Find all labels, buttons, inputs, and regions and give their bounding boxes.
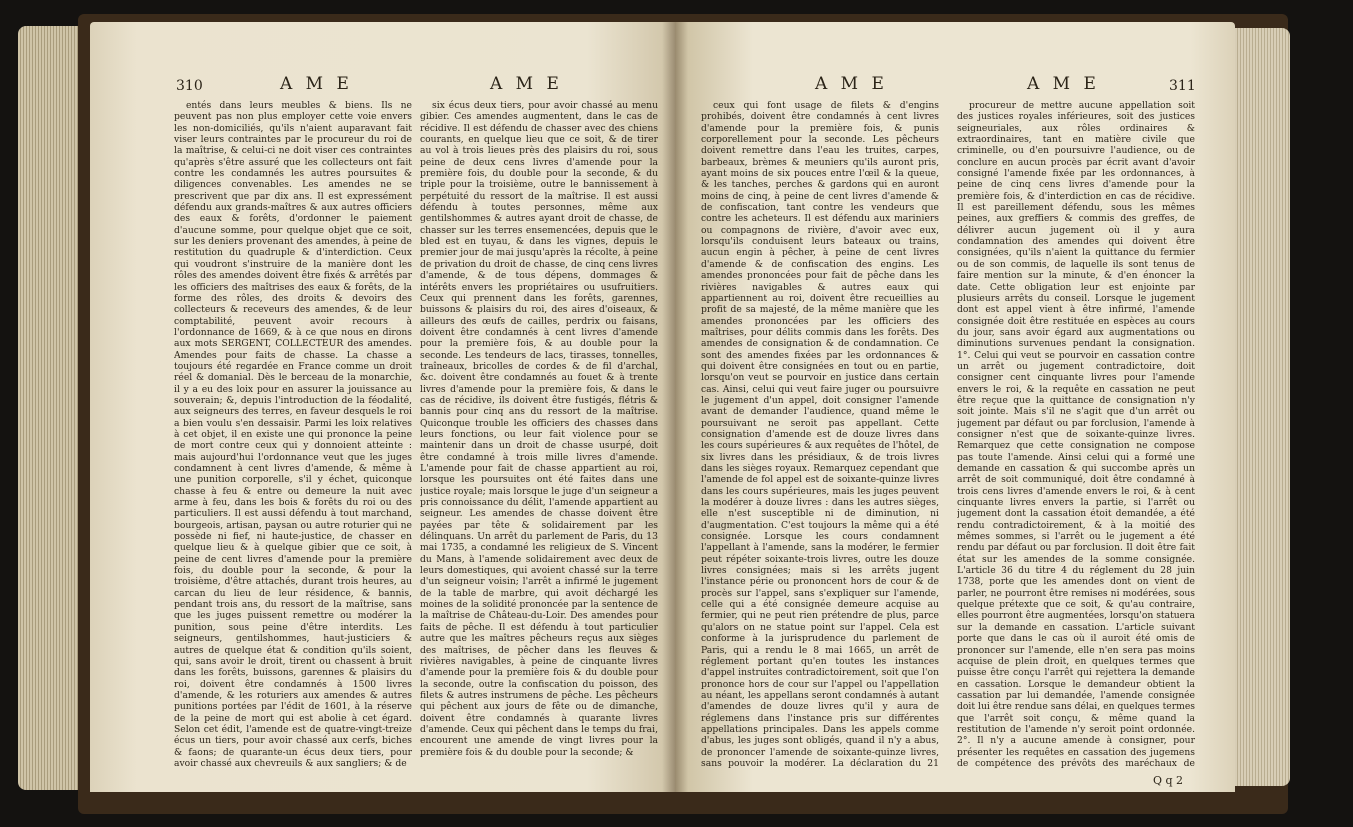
book-edge-right — [1235, 28, 1290, 786]
right-column-1 — [701, 100, 939, 768]
right-header-right: A M E — [1027, 74, 1100, 94]
right-header-left: A M E — [815, 74, 888, 94]
right-column-2 — [957, 100, 1195, 768]
left-page — [90, 22, 675, 792]
left-column-1-text: entés dans leurs meubles & biens. Ils ne peuvent pas non plus employer cette voie envers les non-domiciliés, qu'ils n'aient auparavant fait viser leurs contraintes par le procureur du roi de la maîtrise, & celui-ci ne doit viser ces contraintes qu'après s'être assuré que les collecteurs ont fait contre les condamnés les autres poursuites & diligences convenables. Les amendes ne se prescrivent que par dix ans. Il est expressément défendu aux grands-maîtres & aux autres officiers des eaux & forêts, d'ordonner le paiement d'aucune somme, pour quelque objet que ce soit, sur les deniers provenant des amendes, à peine de restitution du quadruple & d'interdiction. Ceux qui voudront s'instruire de la manière dont les rôles des amendes doivent être fixés & arrêtés par les officiers des maîtrises des eaux & forêts, de la forme des rôles, des droits & devoirs des collecteurs & receveurs des amendes, & de leur comptabilité, peuvent avoir recours à l'ordonnance de 1669, & à ce que nous en dirons aux mots SERGENT, COLLECTEUR des amendes. Amendes pour faits de chasse. La chasse a toujours été regardée en France comme un droit réel & domanial. Dès le berceau de la monarchie, il y a eu des loix pour en assurer la jouissance au souverain; &, depuis l'introduction de la féodalité, aux seigneurs des terres, en faveur desquels le roi a bien voulu s'en dessaisir. Parmi les loix relatives à cet objet, il en existe une qui prononce la peine de mort contre ceux qui y donnoient atteinte : mais aujourd'hui l'ordonnance veut que les juges condamnent à cent livres d'amende, & même à une punition corporelle, s'il y échet, quiconque chasse à feu & entre ou demeure la nuit avec arme à feu, dans les bois & forêts du roi ou des particuliers. Il est aussi défendu à tout marchand, bourgeois, artisan, paysan ou autre roturier qui ne possède ni fief, ni haute-justice, de chasser en quelque lieu & à quelque gibier que ce soit, à peine de cent livres d'amende pour la première fois, du double pour la seconde, & pour la troisième, d'être attachés, durant trois heures, au carcan du lieu de leur résidence, & bannis, pendant trois ans, du ressort de la maîtrise, sans que les juges puissent remettre ou modérer la punition, sous peine d'être interdits. Les seigneurs, gentilshommes, haut-justiciers & autres de quelque état & condition qu'ils soient, qui, sans avoir le droit, tirent ou chassent à bruit dans les forêts, buissons, garennes & plaisirs du roi, doivent être condamnés à 1500 livres d'amende, & les roturiers aux amendes & autres punitions portées par l'édit de 1601, à la réserve de la peine de mort qui est abolie à cet égard. Selon cet édit, l'amende est de quatre-vingt-treize écus un tiers, pour avoir chassé aux cerfs, biches & faons; de quarante-un écus deux tiers, pour avoir chassé aux chevreuils & aux sangliers; & de — [174, 100, 412, 768]
left-header-left: A M E — [280, 74, 353, 94]
left-column-2-text: six écus deux tiers, pour avoir chassé au menu gibier. Ces amendes augmentent, dans le cas de récidive. Il est défendu de chasser avec des chiens courants, en quelque lieu que ce soit, & de tirer au vol à trois lieues près des plaisirs du roi, sous peine de deux cens livres d'amende pour la première fois, du double pour la seconde, & du triple pour la troisième, outre le bannissement à perpétuité du ressort de la maîtrise. Il est aussi défendu à toutes personnes, même aux gentilshommes & autres ayant droit de chasse, de chasser sur les terres ensemencées, depuis que le bled est en tuyau, & dans les vignes, depuis le premier jour de mai jusqu'après la récolte, à peine de privation du droit de chasse, de cinq cens livres d'amende, & de tous dépens, dommages & intérêts envers les propriétaires ou usufruitiers. Ceux qui prennent dans les forêts, garennes, buissons & plaisirs du roi, des aires d'oiseaux, & ailleurs des œufs de cailles, perdrix ou faisans, doivent être condamnés à cent livres d'amende pour la première fois, & au double pour la seconde. Les tendeurs de lacs, tirasses, tonnelles, traîneaux, bricolles de cordes & de fil d'archal, &c. doivent être condamnés au fouet & à trente livres d'amende pour la première fois, & dans le cas de récidive, ils doivent être fustigés, flétris & bannis pour cinq ans du ressort de la maîtrise. Quiconque trouble les officiers des chasses dans leurs fonctions, ou leur fait violence pour se maintenir dans un droit de chasse usurpé, doit être condamné à trois mille livres d'amende. L'amende pour fait de chasse appartient au roi, lorsque les poursuites ont été faites dans une justice royale; mais lorsque le juge d'un seigneur a pris connoissance du délit, l'amende appartient au seigneur. Les amendes de chasse doivent être payées par tête & solidairement par les délinquans. Un arrêt du parlement de Paris, du 13 mai 1735, a condamné les religieux de S. Vincent du Mans, à l'amende solidairement avec deux de leurs domestiques, qui avoient chassé sur la terre d'un seigneur voisin; l'arrêt a infirmé le jugement de la table de marbre, qui avoit déchargé les moines de la solidité prononcée par la sentence de la maîtrise de Château-du-Loir. Des amendes pour faits de pêche. Il est défendu à tout particulier autre que les maîtres pêcheurs reçus aux sièges des maîtrises, de pêcher dans les fleuves & rivières navigables, à peine de cinquante livres d'amende pour la première fois & du double pour la seconde, outre la confiscation du poisson, des filets & autres instrumens de pêche. Les pêcheurs qui pêchent aux jours de fête ou de dimanche, doivent être condamnés à quarante livres d'amende. Ceux qui pêchent dans le temps du frai, encourent une amende de vingt livres pour la première fois & du double pour la seconde; & — [420, 100, 658, 758]
right-column-2-text: procureur de mettre aucune appellation soit des justices royales inférieures, soit des justices seigneuriales, aux rôles ordinaires & extraordinaires, tant en matière civile que criminelle, ou d'en poursuivre l'audience, ou de conclure en aucun procès par écrit avant d'avoir consigné l'amende fixée par les ordonnances, à peine de cinq cens livres d'amende pour la première fois, & d'interdiction en cas de récidive. Il est pareillement défendu, sous les mêmes peines, aux greffiers & commis des greffes, de délivrer aucun jugement où il y aura condamnation des amendes qui doivent être consignées, qu'ils n'aient la quittance du fermier ou de son commis, de laquelle ils sont tenus de faire mention sur la minute, & d'en énoncer la date. Cette obligation leur est enjointe par plusieurs arrêts du conseil. Lorsque le jugement dont est appel vient à être infirmé, l'amende consignée doit être restituée en espèces au cours du jour, sans avoir égard aux augmentations ou diminutions survenues pendant la consignation. 1°. Celui qui veut se pourvoir en cassation contre un arrêt ou jugement contradictoire, doit consigner cent cinquante livres pour l'amende envers le roi, & la requête en cassation ne peut être reçue que la quittance de consignation n'y soit jointe. Mais s'il ne s'agit que d'un arrêt ou jugement par défaut ou par forclusion, l'amende à consigner n'est que de soixante-quinze livres. Remarquez que cette consignation ne compose pas toute l'amende. Ainsi celui qui a formé une demande en cassation & qui succombe après un arrêt de soit communiqué, doit être condamné à trois cens livres d'amende envers le roi, & à cent cinquante livres envers la partie, si l'arrêt ou jugement dont la cassation étoit demandée, a été rendu contradictoirement, & à la moitié des mêmes sommes, si l'arrêt ou le jugement a été rendu par défaut ou par forclusion. Il doit être fait état sur les amendes de la somme consignée. L'article 36 du titre 4 du réglement du 28 juin 1738, porte que les amendes dont on vient de parler, ne pourront être remises ni modérées, sous quelque prétexte que ce soit, & qu'au contraire, elles pourront être augmentées, lorsqu'on statuera sur la demande en cassation. L'article suivant porte que dans le cas où il auroit été omis de prononcer sur l'amende, elle n'en sera pas moins acquise de plein droit, en quelques termes que puisse être conçu l'arrêt qui rejettera la demande en cassation. Lorsque le demandeur obtient la cassation par lui demandée, l'amende consignée doit lui être rendue sans délai, en quelques termes que l'arrêt soit conçu, & même quand la restitution de l'amende n'y seroit point ordonnée. 2°. Il n'y a aucune amende à consigner, pour présenter les requêtes en cassation des jugemens de compétence des prévôts des maréchaux de — [957, 100, 1195, 768]
left-column-2 — [420, 100, 658, 768]
left-column-1 — [174, 100, 412, 768]
right-column-1-text: ceux qui font usage de filets & d'engins prohibés, doivent être condamnés à cent livres d'amende pour la première fois, & punis corporellement pour la seconde. Les pêcheurs doivent remettre dans l'eau les truites, carpes, barbeaux, brèmes & meuniers qu'ils auront pris, ayant moins de six pouces entre l'œil & la queue, & les tanches, perches & gardons qui en auront moins de cinq, à peine de cent livres d'amende & de confiscation, tant contre les vendeurs que contre les acheteurs. Il est défendu aux mariniers ou compagnons de rivière, d'avoir avec eux, lorsqu'ils conduisent leurs bateaux ou trains, aucun engin à pêcher, à peine de cent livres d'amende & de confiscation des engins. Les amendes prononcées pour fait de pêche dans les rivières navigables & autres eaux qui appartiennent au roi, doivent être recueillies au profit de sa majesté, de la même manière que les amendes prononcées par les officiers des maîtrises, pour délits commis dans les forêts. Des amendes de consignation & de condamnation. Ce sont des amendes fixées par les ordonnances & qui doivent être consignées en tout ou en partie, lorsqu'on veut se pourvoir en justice dans certain cas. Ainsi, celui qui veut faire juger ou poursuivre le jugement d'un appel, doit consigner l'amende avant de demander l'audience, quand même le poursuivant ne seroit pas appellant. Cette consignation d'amende est de douze livres dans les cours supérieures & aux requêtes de l'hôtel, de six livres dans les présidiaux, & de trois livres dans les sièges royaux. Remarquez cependant que l'amende de fol appel est de soixante-quinze livres dans les cours supérieures, mais les juges peuvent la modérer à douze livres : dans les autres sièges, elle n'est susceptible ni de diminution, ni d'augmentation. C'est toujours la même qui a été consignée. Lorsque les cours condamnent l'appellant à l'amende, sans la modérer, le fermier peut répéter soixante-trois livres, outre les douze livres consignées; mais si les arrêts jugent l'instance périe ou prononcent hors de cour & de procès sur l'appel, sans s'expliquer sur l'amende, celle qui a été consignée demeure acquise au fermier, qui ne peut rien prétendre de plus, parce qu'alors on ne statue point sur l'appel. Cela est conforme à la jurisprudence du parlement de Paris, qui a rendu le 8 mai 1665, un arrêt de réglement portant qu'en toutes les instances d'appel instruites contradictoirement, soit que l'on prononce hors de cour sur l'appel ou l'appellation au néant, les appellans seront condamnés à autant d'amendes de douze livres qu'il y aura de réglemens dans l'instance pris sur différentes appellations principales. Dans les appels comme d'abus, les juges sont obligés, quand il n'y a abus, de prononcer l'amende de soixante-quinze livres, sans pouvoir la modérer. La déclaration du 21 — [701, 100, 939, 768]
left-header-right: A M E — [490, 74, 563, 94]
left-page-number: 310 — [176, 78, 203, 94]
signature-mark: Q q 2 — [1153, 774, 1184, 787]
right-page — [675, 22, 1235, 792]
right-page-number: 311 — [1169, 78, 1196, 94]
book-gutter — [662, 22, 688, 792]
